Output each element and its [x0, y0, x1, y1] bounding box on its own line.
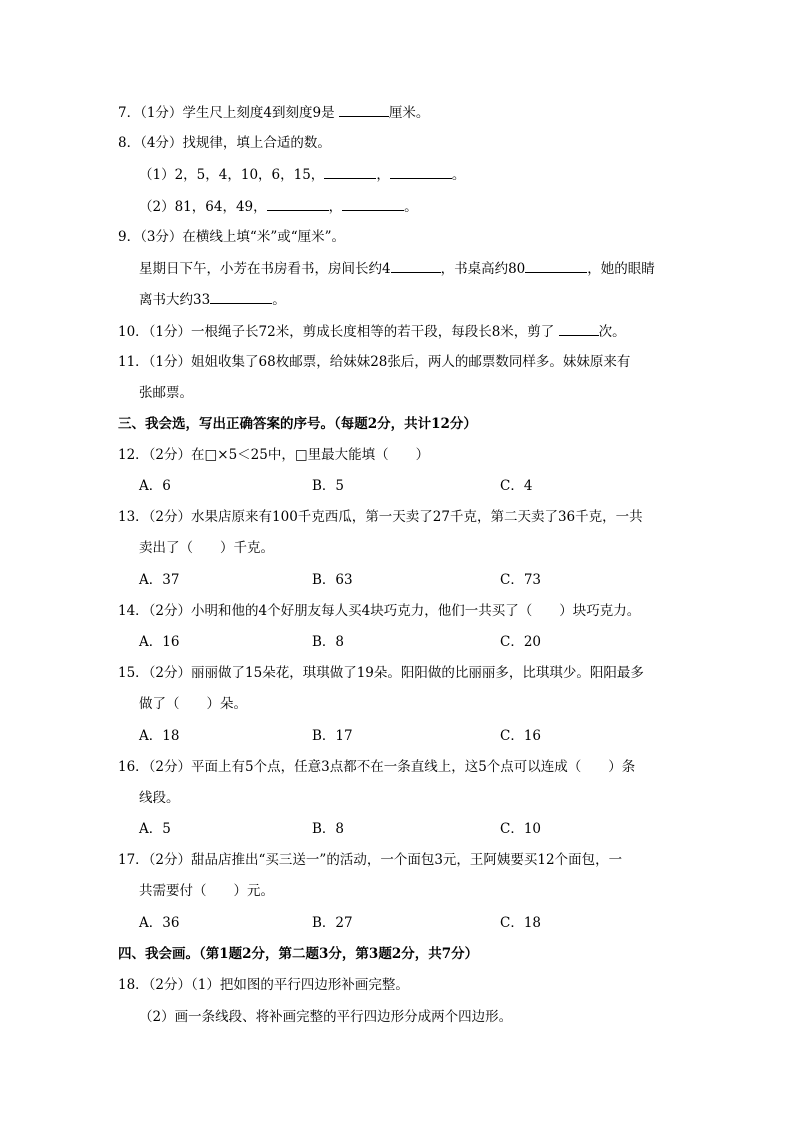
- q9-text-b: ，书桌高约80: [440, 261, 526, 277]
- q14-option-c[interactable]: C．20: [500, 634, 542, 650]
- q13-option-b[interactable]: B．63: [312, 572, 353, 588]
- q17-option-a[interactable]: A．36: [139, 915, 180, 931]
- q17-option-b[interactable]: B．27: [312, 915, 353, 931]
- question-12: 12．（2分）在□×5＜25中，□里最大能填（ ）: [118, 447, 430, 463]
- section-3-heading: 三、我会选，写出正确答案的序号。（每题2分，共计12分）: [118, 416, 477, 432]
- answer-blank[interactable]: [391, 260, 441, 273]
- q13-option-a[interactable]: A．37: [139, 572, 180, 588]
- q15-option-a[interactable]: A．18: [139, 728, 180, 744]
- answer-blank[interactable]: [525, 260, 587, 273]
- q16-option-b[interactable]: B．8: [312, 821, 345, 837]
- q13-option-c[interactable]: C．73: [500, 572, 542, 588]
- question-9-line2: [139, 291, 286, 308]
- q8-sub2-sequence: （2）81，64，49，: [139, 199, 267, 215]
- answer-blank[interactable]: [324, 166, 376, 179]
- question-8-title: 8．（4分）找规律，填上合适的数。: [118, 135, 331, 151]
- q8-sub1-sequence: （1）2，5，4，10，6，15，: [139, 167, 325, 183]
- q7-suffix: 厘米。: [388, 105, 430, 121]
- answer-blank[interactable]: [559, 323, 599, 336]
- question-9-title: 9．（3分）在横线上填“米”或“厘米”。: [118, 229, 346, 245]
- question-11-line2: 张邮票。: [139, 385, 193, 401]
- q14-option-b[interactable]: B．8: [312, 634, 345, 650]
- question-17-line1: 17．（2分）甜品店推出“买三送一”的活动，一个面包3元，王阿姨要买12个面包，一: [118, 852, 623, 868]
- q17-option-c[interactable]: C．18: [500, 915, 542, 931]
- question-8-sub2: [139, 198, 418, 215]
- q12-option-b[interactable]: B．5: [312, 478, 345, 494]
- section-4-heading: 四、我会画。（第1题2分，第二题3分，第3题2分，共7分）: [118, 946, 479, 962]
- q7-prefix: 7．（1分）学生尺上刻度4到刻度9是: [118, 105, 339, 121]
- q9-text-a: 星期日下午，小芳在书房看书，房间长约4: [139, 261, 391, 277]
- question-16-line2: 线段。: [139, 790, 180, 806]
- question-16-line1: 16．（2分）平面上有5个点，任意3点都不在一条直线上，这5个点可以连成（ ）条: [118, 759, 636, 775]
- q12-option-c[interactable]: C．4: [500, 478, 533, 494]
- q9-text-c: ，她的眼睛: [587, 261, 655, 277]
- question-18-line1: 18．（2分）（1）把如图的平行四边形补画完整。: [118, 977, 409, 993]
- question-15-line1: 15．（2分）丽丽做了15朵花，琪琪做了19朵。阳阳做的比丽丽多，比琪琪少。阳阳最多: [118, 665, 644, 681]
- answer-blank[interactable]: [339, 104, 389, 117]
- question-14: 14．（2分）小明和他的4个好朋友每人买4块巧克力，他们一共买了（ ）块巧克力。: [118, 603, 641, 619]
- q8-sub1-end: 。: [451, 167, 466, 183]
- q15-option-b[interactable]: B．17: [312, 728, 353, 744]
- question-9-line1: [139, 260, 655, 277]
- q15-option-c[interactable]: C．16: [500, 728, 542, 744]
- q8-sub2-sep: ，: [328, 199, 343, 215]
- q10-prefix: 10．（1分）一根绳子长72米，剪成长度相等的若干段，每段长8米，剪了: [118, 324, 559, 340]
- answer-blank[interactable]: [390, 166, 452, 179]
- question-17-line2: 共需要付（ ）元。: [139, 883, 274, 899]
- question-8-sub1: [139, 166, 465, 183]
- q10-suffix: 次。: [598, 324, 626, 340]
- question-13-line2: 卖出了（ ）千克。: [139, 540, 274, 556]
- question-18-line2: （2）画一条线段、将补画完整的平行四边形分成两个四边形。: [139, 1009, 513, 1025]
- question-15-line2: 做了（ ）朵。: [139, 696, 247, 712]
- question-10: [118, 323, 626, 340]
- answer-blank[interactable]: [210, 291, 272, 304]
- q16-option-a[interactable]: A．5: [139, 821, 171, 837]
- q12-option-a[interactable]: A．6: [139, 478, 171, 494]
- q9-text-e: 。: [272, 292, 286, 308]
- q14-option-a[interactable]: A．16: [139, 634, 180, 650]
- question-13-line1: 13．（2分）水果店原来有100千克西瓜，第一天卖了27千克，第二天卖了36千克，一共: [118, 509, 643, 525]
- answer-blank[interactable]: [267, 198, 329, 211]
- question-7: [118, 104, 429, 121]
- answer-blank[interactable]: [342, 198, 404, 211]
- q9-text-d: 离书大约33: [139, 292, 211, 308]
- question-11-line1: 11．（1分）姐姐收集了68枚邮票，给妹妹28张后，两人的邮票数同样多。妹妹原来有: [118, 354, 631, 370]
- q8-sub1-sep: ，: [376, 167, 390, 183]
- q8-sub2-end: 。: [404, 199, 418, 215]
- q16-option-c[interactable]: C．10: [500, 821, 542, 837]
